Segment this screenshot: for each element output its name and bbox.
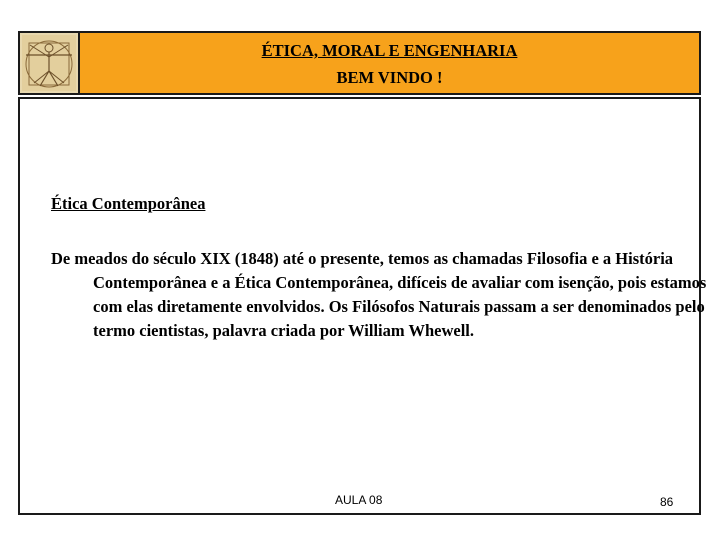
welcome-subtitle: BEM VINDO ! xyxy=(336,68,443,87)
vitruvian-man-icon xyxy=(20,33,80,93)
page-title: ÉTICA, MORAL E ENGENHARIA xyxy=(261,41,518,60)
header-bar xyxy=(18,31,701,95)
section-heading: Ética Contemporânea xyxy=(51,194,206,213)
body-paragraph: De meados do século XIX (1848) até o presente, temos as chamadas Filosofia e a História Contemporânea e a Ética Contemporânea, difíceis de avaliar com isenção, pois estamos com elas diretamente envolvidos. Os Filósofos Naturais passam a ser denominados pelo termo cientistas, palavra criada por William Whewell. xyxy=(51,249,707,340)
lesson-label: AULA 08 xyxy=(335,493,383,507)
content-frame xyxy=(18,97,707,515)
title-block xyxy=(80,37,699,91)
page-number: 86 xyxy=(660,495,674,509)
